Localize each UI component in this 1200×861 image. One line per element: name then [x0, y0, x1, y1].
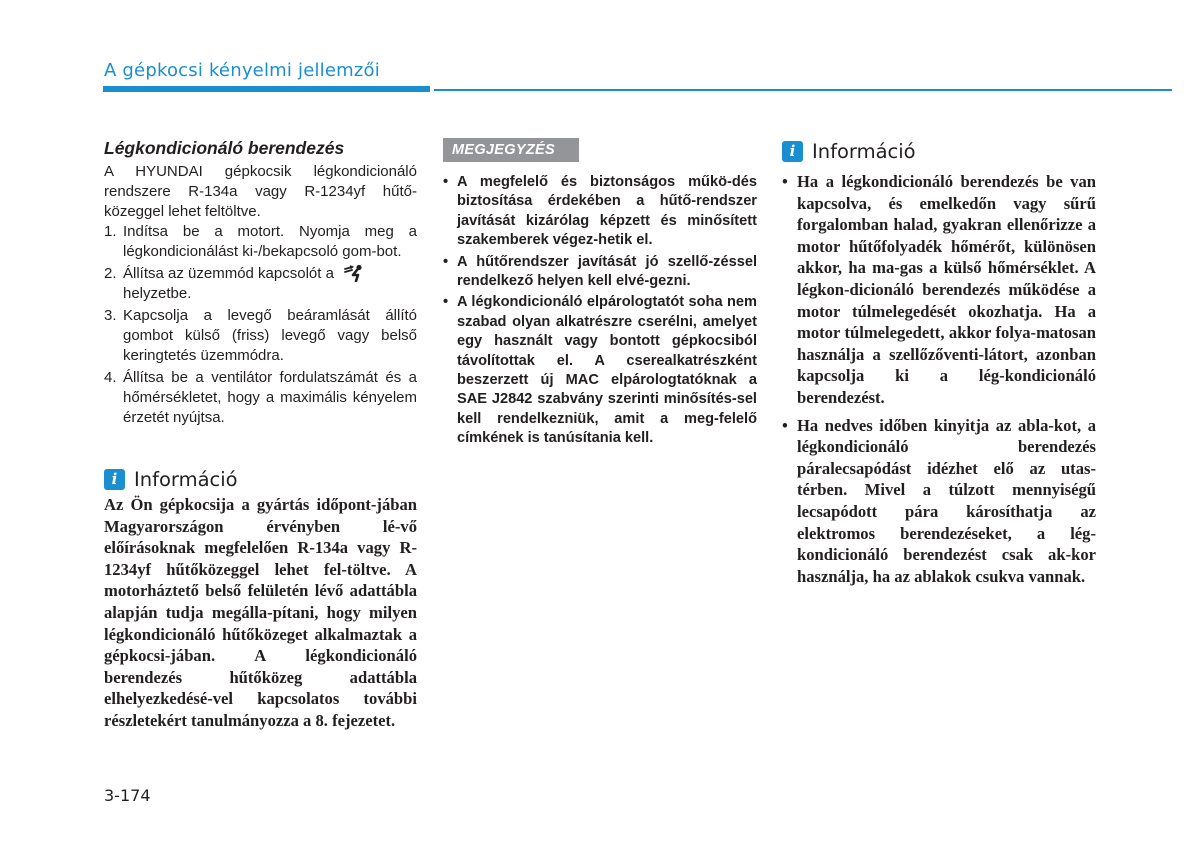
steps-list: [104, 222, 417, 430]
step-text: Állítsa az üzemmód kapcsolót a: [123, 265, 334, 282]
note-text: A hűtőrendszer javítását jó szellő-zéssel rendelkező helyen kell elvé-gezni.: [457, 253, 757, 290]
step-number: 1.: [104, 223, 117, 240]
list-item: [443, 293, 757, 448]
info-title: Információ: [134, 468, 238, 491]
info-icon: i: [782, 141, 803, 162]
notes-list: [443, 173, 757, 451]
list-item: [104, 222, 417, 262]
header-bar-thin: [434, 89, 1172, 91]
bullet: •: [443, 253, 449, 270]
page-number: 3-174: [104, 786, 151, 805]
note-text: A megfelelő és biztonságos műkö-dés biztosítása érdekében a hűtő-rendszer javítását kizárólag képzett és minősített szakemberek végez-hetik el.: [457, 174, 757, 249]
header-title: A gépkocsi kényelmi jellemzői: [104, 60, 380, 81]
step-text: Indítsa be a motort. Nyomja meg a légkondicionálást ki-/bekapcsoló gom-bot.: [123, 223, 417, 260]
list-item: [443, 173, 757, 251]
bullet: •: [782, 415, 788, 435]
info-heading: [782, 140, 916, 163]
step-text: Kapcsolja a levegő beáramlását állító gombot külső (friss) levegő vagy belső keringtetés üzemmódra.: [123, 307, 417, 364]
info-heading: [104, 468, 238, 491]
info-icon: i: [104, 469, 125, 490]
info-item-text: Ha a légkondicionáló berendezés be van kapcsolva, és emelkedőn vagy sűrű forgalomban halad, gyakran ellenőrizze a motor hűtőfolyadék hőmérőt, különösen akkor, ha ma-gas a külső hőmérséklet. A légkon-dicionáló berendezés működése a motor túlmelegedését okozhatja. Ha a motor túlmelegedett, akkor folya-matosan használja a szellőzőventi-látort, azonban kapcsolja ki a lég-kondicionáló berendezést.: [797, 172, 1096, 407]
note-label: MEGJEGYZÉS: [443, 138, 579, 162]
bullet: •: [443, 294, 449, 311]
list-item: [782, 415, 1096, 588]
bullet: •: [782, 172, 788, 191]
list-item: [443, 253, 757, 292]
info-item-text: Ha nedves időben kinyitja az abla-kot, a légkondicionáló berendezés páralecsapódást idézhet elő az utas-térben. Mivel a túlzott mennyiségű lecsapódott pára károsíthatja az elektromos berendezéseket, a lég-kondicionáló berendezést csak ak-kor használja, ha az ablakok csukva vannak.: [797, 415, 1096, 586]
info-body: Az Ön gépkocsija a gyártás időpont-jában Magyarországon érvényben lé-vő előírásoknak megfelelően R-134a vagy R-1234yf hűtőközeggel lehet fel-töltve. A motorháztető belső felületén lévő adattábla alapján tudja megálla-pítani, hogy milyen légkondicionáló hűtőközeget alkalmaztak a gépkocsi-jában. A légkondicionáló berendezés hűtőközeg adattábla elhelyezkedésé-vel kapcsolatos további részletekért tanulmányozza a 8. fejezetet.: [104, 495, 417, 730]
info-list: [782, 171, 1096, 593]
step-number: 3.: [104, 307, 117, 324]
list-item: [782, 171, 1096, 409]
list-item: [104, 306, 417, 366]
list-item: [104, 264, 417, 304]
vent-mode-icon: [344, 264, 366, 282]
step-number: 4.: [104, 369, 117, 386]
note-text: A légkondicionáló elpárologtatót soha nem szabad olyan alkatrészre cserélni, amelyet egy használt vagy bontott gépkocsiból távolítottak el. A cserealkatrészként beszerzett új MAC elpárologtatóknak a SAE J2842 szabvány szerinti minősítés-sel kell rendelkezniük, amit a meg-felelő címkének is tanúsítania kell.: [457, 294, 757, 447]
intro-paragraph: A HYUNDAI gépkocsik légkondicionáló rendszere R-134a vagy R-1234yf hűtő-közeggel lehet feltöltve.: [104, 163, 417, 220]
step-text: Állítsa be a ventilátor fordulatszámát és a hőmérsékletet, hogy a maximális kényelem érzetét nyújtsa.: [123, 369, 417, 426]
header-bar-thick: [103, 86, 430, 92]
step-text-after: helyzetbe.: [123, 285, 192, 302]
bullet: •: [443, 174, 449, 190]
info-title: Információ: [812, 140, 916, 163]
section-heading: Légkondicionáló berendezés: [104, 138, 345, 158]
list-item: [104, 368, 417, 428]
step-number: 2.: [104, 265, 117, 282]
